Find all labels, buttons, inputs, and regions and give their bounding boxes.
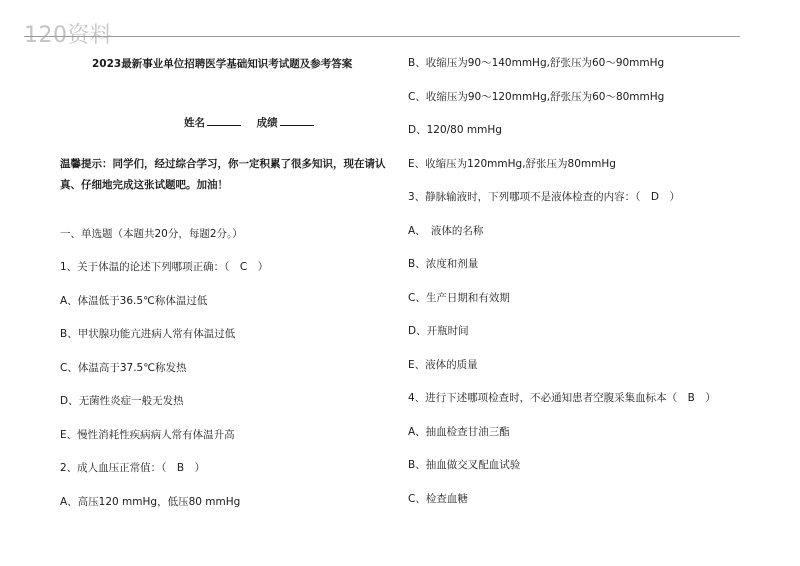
question-1: 1、关于体温的论述下列哪项正确：（ C ） [60,261,269,273]
name-blank[interactable] [207,115,241,126]
q3-option-b: B、浓度和剂量 [408,258,479,270]
q1-option-d: D、无菌性炎症一般无发热 [60,395,184,407]
q4-option-a: A、抽血检查甘油三酯 [408,426,510,438]
q2-option-a: A、高压120 mmHg，低压80 mmHg [60,496,241,508]
question-4: 4、进行下述哪项检查时，不必通知患者空腹采集血标本（ B ） [408,392,716,404]
name-score-row [184,115,316,130]
question-3: 3、静脉输液时，下列哪项不是液体检查的内容：（ D ） [408,191,681,203]
score-label: 成绩 [256,117,278,129]
q2-option-e: E、收缩压为120mmHg,舒张压为80mmHg [408,158,616,170]
q1-option-c: C、体温高于37.5℃称发热 [60,362,187,374]
name-label: 姓名 [184,117,205,129]
q4-option-b: B、抽血做交叉配血试验 [408,459,521,471]
q2-option-c: C、收缩压为90～120mmHg,舒张压为60～80mmHg [408,91,665,103]
q3-option-c: C、生产日期和有效期 [408,292,510,304]
q3-option-a: A、 液体的名称 [408,225,484,237]
q1-option-e: E、慢性消耗性疾病病人常有体温升高 [60,429,235,441]
header-rule [24,36,740,37]
q3-option-e: E、液体的质量 [408,359,478,371]
warm-tip: 温馨提示：同学们，经过综合学习，你一定积累了很多知识，现在请认真、仔细地完成这张试题吧。加油！ [60,158,386,191]
watermark-logo: 120资料 [24,23,113,48]
q2-option-b: B、收缩压为90～140mmHg,舒张压为60～90mmHg [408,57,665,69]
q1-option-b: B、甲状腺功能亢进病人常有体温过低 [60,328,236,340]
document-title: 2023最新事业单位招聘医学基础知识考试题及参考答案 [92,58,353,70]
score-blank[interactable] [280,115,314,126]
q2-option-d: D、120/80 mmHg [408,124,502,136]
q3-option-d: D、开瓶时间 [408,325,469,337]
section-heading: 一、单选题（本题共20分，每题2分。） [60,228,243,240]
q4-option-c: C、检查血糖 [408,493,468,505]
question-2: 2、成人血压正常值：（ B ） [60,462,206,474]
q1-option-a: A、体温低于36.5℃称体温过低 [60,295,208,307]
